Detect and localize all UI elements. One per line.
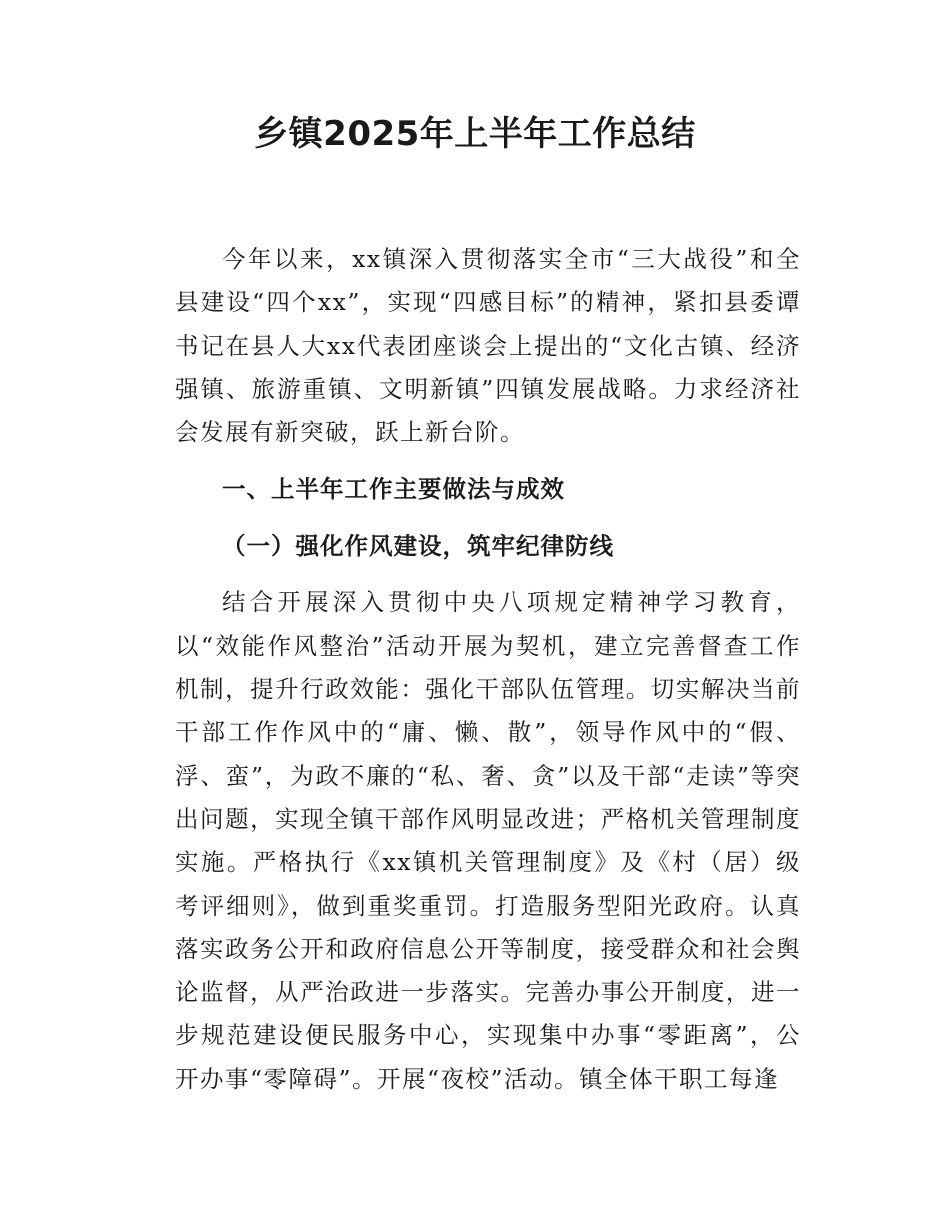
subsection-paragraph-1: 结合开展深入贯彻中央八项规定精神学习教育，以“效能作风整治”活动开展为契机，建立完善督查工作机制，提升行政效能：强化干部队伍管理。切实解决当前干部工作作风中的“庸、懒、散”，领导作风中的“假、浮、蛮”，为政不廉的“私、奢、贪”以及干部“走读”等突出问题，实现全镇干部作风明显改进；严格机关管理制度实施。严格执行《xx镇机关管理制度》及《村（居）级考评细则》，做到重奖重罚。打造服务型阳光政府。认真落实政务公开和政府信息公开等制度，接受群众和社会舆论监督，从严治政进一步落实。完善办事公开制度，进一步规范建设便民服务中心，实现集中办事“零距离”，公开办事“零障碍”。开展“夜校”活动。镇全体干职工每逢 xyxy=(175,588,801,1093)
intro-paragraph: 今年以来，xx镇深入贯彻落实全市“三大战役”和全县建设“四个xx”，实现“四感目标”的精神，紧扣县委谭书记在县人大xx代表团座谈会上提出的“文化古镇、经济强镇、旅游重镇、文明新镇”四镇发展战略。力求经济社会发展有新突破，跃上新台阶。 xyxy=(175,245,801,447)
document-title: 乡镇2025年上半年工作总结 xyxy=(254,114,696,154)
section-heading-1: 一、上半年工作主要做法与成效 xyxy=(222,475,565,504)
subsection-heading-1: （一）强化作风建设，筑牢纪律防线 xyxy=(222,532,614,561)
document-body xyxy=(175,238,801,1101)
